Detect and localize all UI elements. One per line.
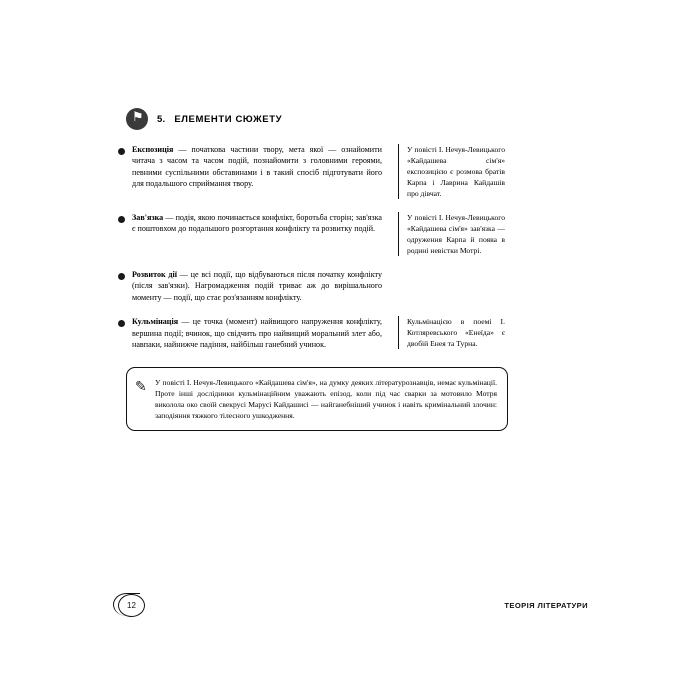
list-item xyxy=(118,144,588,199)
element-definition: Розвиток дії — це всі події, що відбуваються після початку конфлікту (після зав'язки). Нагромадження подій триває аж до вирішального моменту — події, що стає роз'язанням конфлікту. xyxy=(132,270,382,302)
list-item xyxy=(118,269,588,303)
list-item xyxy=(118,316,588,350)
element-definition: Зав'язка — подія, якою починається конфлікт, боротьба сторін; зав'язка є поштовхом до подальшого розгортання конфлікту та розвитку подій. xyxy=(132,213,382,234)
bullet-icon xyxy=(118,216,125,223)
sujet-elements-list xyxy=(118,144,588,351)
page-content xyxy=(118,108,588,598)
flag-glyph: ⚑ xyxy=(132,110,144,125)
section-number: 5. xyxy=(157,113,166,125)
element-example: У повісті І. Нечуя-Левицького «Кайдашева сім'я» експозицією є розмова братів Карпа і Лаврина Кайдашів про дівчат. xyxy=(398,144,505,199)
page-footer xyxy=(118,594,588,618)
list-item xyxy=(118,212,588,256)
element-definition: Експозиція — початкова частини твору, мета якої — ознайомити читача з часом та часом подій, познайомити з головними героями, певними суспільними обставинами і в такий спосіб підготувати його для подальшого сприймання твору. xyxy=(132,145,382,189)
footer-section-label: ТЕОРІЯ ЛІТЕРАТУРИ xyxy=(504,601,588,610)
bullet-icon xyxy=(118,273,125,280)
note-text: У повісті І. Нечуя-Левицького «Кайдашева сім'я», на думку деяких літературознавців, немає кульмінації. Проте інші дослідники кульмінаційним уважають епізод, коли під час сварки за мотовило Мотря виколола око своїй свекрусі Марусі Кайдашисі — найганебніший учинок і навіть кримінальний злочин: заподіяння тяжкого тілесного ушкодження. xyxy=(155,377,497,421)
bullet-icon xyxy=(118,148,125,155)
element-definition: Кульмінація — це точка (момент) найвищого напруження конфлікту, вершина події; вчинок, що свідчить про найвищий моральний злет або, навпаки, найнижче падіння, найбільш ганебний учинок. xyxy=(132,317,382,350)
section-header xyxy=(126,108,588,130)
element-example: У повісті І. Нечуя-Левицького «Кайдашева сім'я» зав'язка — одруження Карпа й поява в родині невістки Мотрі. xyxy=(398,212,505,256)
pen-icon: ✎ xyxy=(135,378,147,395)
page-number: 12 xyxy=(118,594,145,617)
note-box xyxy=(126,367,508,431)
bullet-icon xyxy=(118,320,125,327)
flag-icon xyxy=(126,108,148,130)
page-title: ЕЛЕМЕНТИ СЮЖЕТУ xyxy=(174,113,283,125)
element-example: Кульмінацією в поемі І. Котляревського «Енеїда» є двобій Енея та Турна. xyxy=(398,316,505,349)
